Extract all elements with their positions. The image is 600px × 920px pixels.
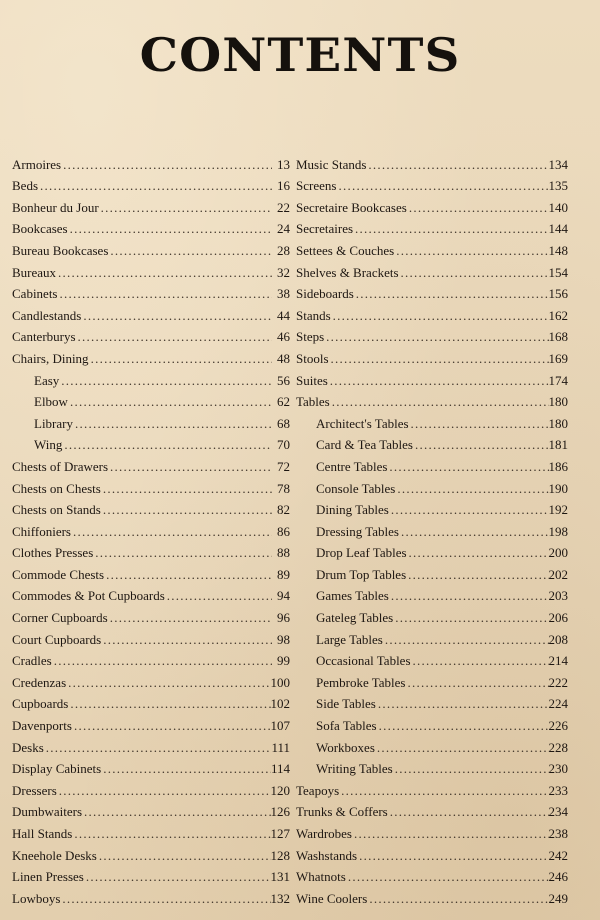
entry-page-number: 32	[277, 264, 290, 280]
entry-label: Bureaux	[12, 264, 57, 280]
dot-leader	[101, 632, 272, 647]
dot-leader	[58, 286, 273, 301]
dot-leader	[405, 675, 548, 690]
entry-label: Elbow	[34, 394, 68, 410]
dot-leader	[393, 761, 549, 776]
entry-page-number: 162	[548, 307, 568, 323]
dot-leader	[108, 243, 272, 258]
entry-label: Sideboards	[296, 286, 354, 302]
entry-label: Bonheur du Jour	[12, 199, 99, 215]
entry-label: Display Cabinets	[12, 761, 102, 777]
entry-label: Chests on Stands	[12, 502, 101, 518]
entry-label: Bookcases	[12, 221, 68, 237]
entry-page-number: 174	[548, 372, 568, 388]
contents-entry	[296, 344, 568, 366]
entry-label: Settees & Couches	[296, 242, 395, 258]
dot-leader	[393, 610, 548, 625]
dot-leader	[68, 394, 272, 409]
entry-page-number: 192	[548, 502, 568, 518]
entry-label: Dressers	[12, 782, 57, 798]
contents-subentry	[296, 733, 568, 755]
dot-leader	[339, 783, 548, 798]
dot-leader	[72, 826, 270, 841]
contents-entry	[12, 798, 290, 820]
dot-leader	[354, 286, 549, 301]
entry-label: Architect's Tables	[316, 415, 409, 431]
contents-entry	[296, 236, 568, 258]
entry-page-number: 128	[270, 847, 290, 863]
contents-subentry	[296, 603, 568, 625]
entry-label: Wardrobes	[296, 826, 352, 841]
entry-label: Sofa Tables	[316, 718, 377, 734]
dot-leader	[101, 761, 271, 776]
entry-label: Large Tables	[316, 631, 383, 647]
contents-entry	[12, 776, 290, 798]
contents-entry	[296, 776, 568, 798]
entry-label: Easy	[34, 372, 60, 388]
entry-label: Corner Cupboards	[12, 610, 108, 626]
entry-label: Wing	[34, 437, 63, 453]
entry-label: Chairs, Dining	[12, 350, 89, 366]
contents-entry	[12, 884, 290, 906]
entry-label: Steps	[296, 329, 325, 345]
entry-page-number: 203	[548, 588, 568, 604]
dot-leader	[399, 524, 549, 539]
contents-subentry	[12, 366, 290, 388]
entry-label: Pembroke Tables	[316, 674, 406, 690]
entry-page-number: 48	[277, 350, 290, 366]
contents-entry	[12, 539, 290, 561]
entry-page-number: 120	[270, 782, 290, 798]
dot-leader	[377, 718, 549, 733]
dot-leader	[97, 848, 271, 863]
dot-leader	[324, 329, 548, 344]
dot-leader	[395, 481, 548, 496]
entry-page-number: 180	[548, 415, 568, 431]
dot-leader	[101, 481, 272, 496]
dot-leader	[73, 416, 272, 431]
dot-leader	[413, 437, 549, 452]
contents-entry	[12, 280, 290, 302]
contents-entry	[296, 366, 568, 388]
dot-leader	[56, 265, 272, 280]
entry-label: Candlestands	[12, 307, 82, 323]
contents-subentry	[296, 496, 568, 518]
entry-page-number: 127	[270, 826, 290, 841]
entry-page-number: 198	[548, 523, 568, 539]
dot-leader	[406, 567, 548, 582]
dot-leader	[389, 588, 549, 603]
dot-leader	[328, 373, 549, 388]
contents-entry	[12, 755, 290, 777]
dot-leader	[399, 265, 549, 280]
entry-label: Kneehole Desks	[12, 847, 97, 863]
contents-subentry	[296, 409, 568, 431]
entry-label: Secretaire Bookcases	[296, 199, 407, 215]
dot-leader	[329, 351, 549, 366]
entry-page-number: 13	[277, 156, 290, 172]
contents-entry	[12, 258, 290, 280]
entry-page-number: 222	[548, 674, 568, 690]
dot-leader	[59, 373, 272, 388]
contents-subentry	[296, 452, 568, 474]
entry-page-number: 140	[548, 199, 568, 215]
dot-leader	[375, 740, 549, 755]
entry-page-number: 190	[548, 480, 568, 496]
dot-leader	[93, 545, 272, 560]
entry-label: Desks	[12, 739, 44, 755]
contents-subentry	[12, 409, 290, 431]
contents-subentry	[296, 582, 568, 604]
entry-page-number: 24	[277, 221, 290, 237]
entry-page-number: 72	[277, 458, 290, 474]
entry-page-number: 169	[548, 350, 568, 366]
entry-page-number: 38	[277, 286, 290, 302]
entry-label: Cupboards	[12, 696, 69, 712]
entry-page-number: 144	[548, 221, 568, 237]
contents-entry	[296, 301, 568, 323]
contents-entry	[12, 841, 290, 863]
entry-page-number: 228	[548, 739, 568, 755]
contents-entry	[12, 496, 290, 518]
dot-leader	[57, 783, 271, 798]
contents-entry	[12, 690, 290, 712]
entry-page-number: 68	[277, 415, 290, 431]
entry-label: Drum Top Tables	[316, 566, 407, 582]
entry-label: Linen Presses	[12, 869, 84, 885]
contents-entry	[296, 863, 568, 885]
contents-subentry	[296, 431, 568, 453]
dot-leader	[409, 416, 549, 431]
entry-label: Canterburys	[12, 329, 76, 345]
entry-page-number: 132	[270, 890, 290, 906]
entry-label: Console Tables	[316, 480, 396, 496]
contents-column-right	[296, 150, 568, 906]
entry-page-number: 102	[270, 696, 290, 712]
dot-leader	[352, 826, 549, 841]
entry-label: Commode Chests	[12, 566, 105, 582]
entry-label: Teapoys	[296, 782, 340, 798]
contents-subentry	[296, 690, 568, 712]
entry-page-number: 233	[548, 782, 568, 798]
entry-label: Stands	[296, 307, 331, 323]
entry-label: Beds	[12, 178, 38, 194]
entry-label: Chests of Drawers	[12, 458, 109, 474]
entry-page-number: 126	[270, 804, 290, 820]
entry-label: Tables	[296, 394, 330, 410]
contents-subentry	[296, 668, 568, 690]
dot-leader	[89, 351, 272, 366]
entry-label: Commodes & Pot Cupboards	[12, 588, 165, 604]
dot-leader	[411, 653, 549, 668]
dot-leader	[81, 308, 272, 323]
contents-entry	[296, 388, 568, 410]
entry-label: Workboxes	[316, 739, 375, 755]
dot-leader	[367, 891, 548, 906]
entry-label: Armoires	[12, 156, 62, 172]
contents-entry	[12, 733, 290, 755]
contents-entry	[12, 819, 290, 841]
entry-page-number: 246	[548, 869, 568, 885]
contents-entry	[12, 474, 290, 496]
contents-entry	[12, 344, 290, 366]
entry-label: Stools	[296, 350, 329, 366]
entry-page-number: 202	[548, 566, 568, 582]
entry-page-number: 56	[277, 372, 290, 388]
contents-entry	[12, 452, 290, 474]
contents-entry	[296, 323, 568, 345]
entry-label: Bureau Bookcases	[12, 242, 109, 258]
entry-page-number: 154	[548, 264, 568, 280]
entry-page-number: 148	[548, 242, 568, 258]
contents-entry	[12, 150, 290, 172]
entry-page-number: 226	[548, 718, 568, 734]
dot-leader	[60, 891, 270, 906]
dot-leader	[388, 804, 549, 819]
entry-label: Dumbwaiters	[12, 804, 83, 820]
contents-entry	[12, 301, 290, 323]
contents-subentry	[296, 539, 568, 561]
entry-page-number: 82	[277, 502, 290, 518]
contents-entry	[12, 863, 290, 885]
contents-entry	[296, 819, 568, 841]
contents-entry	[296, 884, 568, 906]
contents-subentry	[296, 517, 568, 539]
contents-entry	[12, 582, 290, 604]
entry-page-number: 70	[277, 437, 290, 453]
entry-page-number: 186	[548, 458, 568, 474]
entry-page-number: 28	[277, 242, 290, 258]
entry-page-number: 200	[548, 545, 568, 561]
entry-label: Davenports	[12, 718, 72, 734]
contents-subentry	[296, 474, 568, 496]
entry-label: Games Tables	[316, 588, 389, 604]
dot-leader	[389, 502, 549, 517]
entry-page-number: 249	[548, 890, 568, 906]
entry-label: Dressing Tables	[316, 523, 399, 539]
contents-column-left	[12, 150, 290, 906]
contents-entry	[12, 603, 290, 625]
contents-subentry	[12, 388, 290, 410]
entry-label: Library	[34, 415, 73, 431]
dot-leader	[72, 718, 271, 733]
entry-label: Shelves & Brackets	[296, 264, 399, 280]
dot-leader	[104, 567, 272, 582]
entry-page-number: 131	[270, 869, 290, 885]
entry-page-number: 224	[548, 696, 568, 712]
entry-label: Chiffoniers	[12, 523, 71, 539]
dot-leader	[346, 869, 549, 884]
contents-entry	[12, 193, 290, 215]
entry-page-number: 168	[548, 329, 568, 345]
contents-entry	[296, 172, 568, 194]
entry-label: Drop Leaf Tables	[316, 545, 407, 561]
contents-entry	[12, 236, 290, 258]
entry-page-number: 99	[277, 653, 290, 669]
dot-leader	[101, 502, 272, 517]
entry-label: Dining Tables	[316, 502, 389, 518]
contents-entry	[12, 323, 290, 345]
dot-leader	[387, 459, 548, 474]
contents-subentry	[296, 711, 568, 733]
entry-page-number: 44	[277, 307, 290, 323]
entry-label: Centre Tables	[316, 458, 388, 474]
entry-page-number: 180	[548, 394, 568, 410]
contents-subentry	[12, 431, 290, 453]
entry-page-number: 242	[548, 847, 568, 863]
dot-leader	[108, 610, 272, 625]
contents-entry	[296, 258, 568, 280]
entry-page-number: 111	[271, 739, 290, 755]
entry-page-number: 135	[548, 178, 568, 194]
dot-leader	[38, 178, 272, 193]
entry-page-number: 238	[548, 826, 568, 841]
contents-subentry	[296, 560, 568, 582]
contents-entry	[12, 215, 290, 237]
dot-leader	[82, 804, 270, 819]
contents-subentry	[296, 755, 568, 777]
entry-label: Court Cupboards	[12, 631, 102, 647]
dot-leader	[68, 221, 272, 236]
entry-label: Suites	[296, 372, 328, 388]
dot-leader	[44, 740, 272, 755]
contents-entry	[12, 517, 290, 539]
entry-page-number: 96	[277, 610, 290, 626]
entry-label: Screens	[296, 178, 337, 194]
dot-leader	[62, 437, 272, 452]
entry-page-number: 22	[277, 199, 290, 215]
dot-leader	[84, 869, 271, 884]
dot-leader	[165, 588, 272, 603]
dot-leader	[336, 178, 548, 193]
contents-entry	[296, 280, 568, 302]
contents-entry	[12, 711, 290, 733]
entry-label: Hall Stands	[12, 826, 73, 841]
entry-page-number: 107	[270, 718, 290, 734]
dot-leader	[330, 394, 549, 409]
dot-leader	[99, 200, 272, 215]
entry-label: Credenzas	[12, 674, 67, 690]
dot-leader	[68, 696, 270, 711]
entry-page-number: 114	[270, 761, 290, 777]
page-title: CONTENTS	[139, 28, 461, 82]
entry-label: Washstands	[296, 847, 358, 863]
entry-label: Trunks & Coffers	[296, 804, 388, 820]
entry-page-number: 46	[277, 329, 290, 345]
entry-label: Chests on Chests	[12, 480, 101, 496]
dot-leader	[71, 524, 272, 539]
entry-page-number: 181	[548, 437, 568, 453]
contents-entry	[12, 172, 290, 194]
entry-page-number: 86	[277, 523, 290, 539]
contents-entry	[296, 215, 568, 237]
entry-label: Side Tables	[316, 696, 376, 712]
contents-entry	[296, 150, 568, 172]
contents-entry	[12, 647, 290, 669]
entry-page-number: 78	[277, 480, 290, 496]
dot-leader	[76, 329, 272, 344]
entry-label: Cradles	[12, 653, 52, 669]
dot-leader	[376, 696, 549, 711]
contents-entry	[12, 625, 290, 647]
entry-page-number: 156	[548, 286, 568, 302]
entry-label: Wine Coolers	[296, 890, 368, 906]
entry-label: Occasional Tables	[316, 653, 411, 669]
entry-page-number: 234	[548, 804, 568, 820]
entry-label: Secretaires	[296, 221, 354, 237]
dot-leader	[394, 243, 548, 258]
entry-label: Gateleg Tables	[316, 610, 394, 626]
entry-page-number: 89	[277, 566, 290, 582]
entry-label: Cabinets	[12, 286, 58, 302]
entry-page-number: 88	[277, 545, 290, 561]
entry-page-number: 134	[548, 156, 568, 172]
entry-page-number: 62	[277, 394, 290, 410]
dot-leader	[61, 157, 272, 172]
entry-page-number: 214	[548, 653, 568, 669]
contents-entry	[12, 560, 290, 582]
dot-leader	[383, 632, 549, 647]
dot-leader	[108, 459, 272, 474]
entry-label: Lowboys	[12, 890, 61, 906]
dot-leader	[407, 200, 549, 215]
entry-page-number: 94	[277, 588, 290, 604]
entry-page-number: 230	[548, 761, 568, 777]
dot-leader	[407, 545, 549, 560]
entry-page-number: 100	[270, 674, 290, 690]
contents-subentry	[296, 625, 568, 647]
entry-label: Whatnots	[296, 869, 346, 885]
contents-entry	[296, 193, 568, 215]
entry-page-number: 206	[548, 610, 568, 626]
entry-page-number: 208	[548, 631, 568, 647]
dot-leader	[353, 221, 548, 236]
dot-leader	[66, 675, 270, 690]
dot-leader	[331, 308, 549, 323]
entry-page-number: 98	[277, 631, 290, 647]
contents-subentry	[296, 647, 568, 669]
entry-label: Card & Tea Tables	[316, 437, 413, 453]
entry-label: Writing Tables	[316, 761, 393, 777]
contents-entry	[296, 798, 568, 820]
contents-entry	[12, 668, 290, 690]
entry-label: Clothes Presses	[12, 545, 94, 561]
dot-leader	[366, 157, 548, 172]
contents-entry	[296, 841, 568, 863]
dot-leader	[52, 653, 272, 668]
entry-page-number: 16	[277, 178, 290, 194]
dot-leader	[357, 848, 548, 863]
entry-label: Music Stands	[296, 156, 367, 172]
